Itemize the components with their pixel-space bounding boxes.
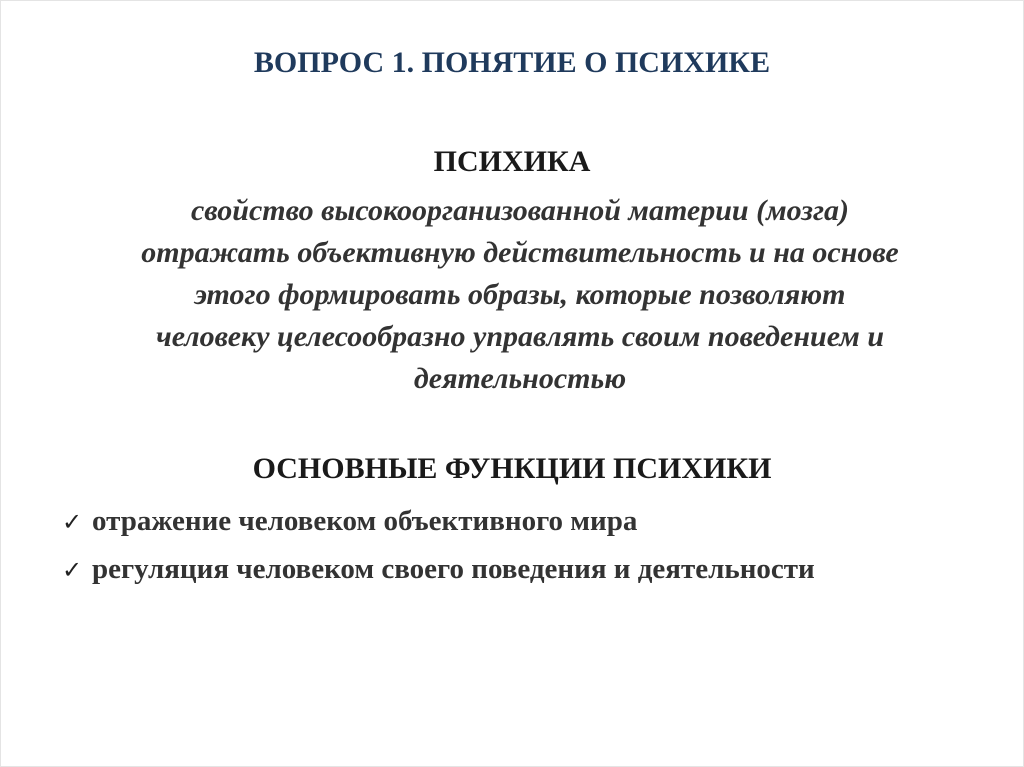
definition-line: деятельностью: [413, 362, 627, 395]
function-list: [62, 505, 1002, 601]
check-icon: ✓: [62, 556, 83, 584]
term-heading: ПСИХИКА: [433, 145, 591, 178]
definition-line: отражать объективную действительность и на основе: [141, 236, 899, 269]
function-text: отражение человеком объективного мира: [92, 505, 638, 537]
slide-title: ВОПРОС 1. ПОНЯТИЕ О ПСИХИКЕ: [253, 46, 771, 79]
definition-line: свойство высокоорганизованной материи (мозга): [190, 194, 850, 227]
definition-line: этого формировать образы, которые позволяют: [194, 278, 846, 311]
function-item: [62, 553, 1002, 601]
functions-heading: ОСНОВНЫЕ ФУНКЦИИ ПСИХИКИ: [252, 452, 772, 485]
function-text: регуляция человеком своего поведения и деятельности: [92, 553, 815, 585]
check-icon: ✓: [62, 508, 83, 536]
definition-text: [70, 190, 970, 400]
definition-line: человеку целесообразно управлять своим поведением и: [155, 320, 885, 353]
function-item: [62, 505, 1002, 553]
